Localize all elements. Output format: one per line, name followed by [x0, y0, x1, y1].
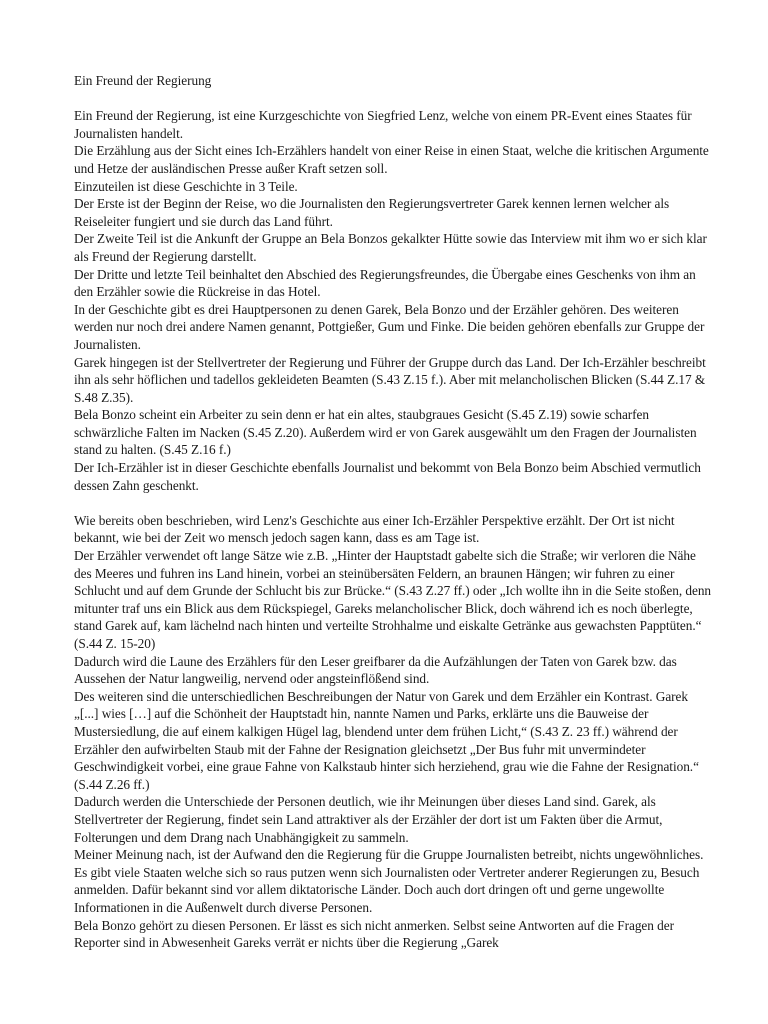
paragraph: In der Geschichte gibt es drei Hauptpersonen zu denen Garek, Bela Bonzo und der Erzähler gehören. Des weiteren werden nur noch drei andere Namen genannt, Pottgießer, Gum und Finke. Die beiden gehören ebenfalls zur Gruppe der Journalisten.	[74, 301, 705, 352]
paragraph: Ein Freund der Regierung, ist eine Kurzgeschichte von Siegfried Lenz, welche von einem PR-Event eines Staates für Journalisten handelt.	[74, 108, 692, 141]
paragraph: Dadurch wird die Laune des Erzählers für den Leser greifbarer da die Aufzählungen der Taten von Garek bzw. das Aussehen der Natur langweilig, nervend oder angsteinflößend sind.	[74, 653, 677, 687]
paragraph: Der Erzähler verwendet oft lange Sätze wie z.B. „Hinter der Hauptstadt gabelte sich die Straße; wir verloren die Nähe des Meeres und fuhren ins Land hinein, vorbei an steinübersäten Feldern, an braunen Hängen; wir fuhren zu einer Schlucht und auf dem Grunde der Schlucht bis zur Brücke.“ (S.43 Z.27 ff.) oder „Ich wollte ihn in die Seite stoßen, denn mitunter traf uns ein Blick aus dem Rückspiegel, Gareks melancholischer Blick, doch während ich es noch überlegte, stand Garek auf, kam lächelnd nach hinten und verteilte Strohhalme und eiskalte Getränke aus gewachsten Papptüten.“ (S.44 Z. 15-20)	[74, 548, 712, 651]
paragraph: Der Dritte und letzte Teil beinhaltet den Abschied des Regierungsfreundes, die Übergabe eines Geschenks von ihm an den Erzähler sowie die Rückreise in das Hotel.	[74, 266, 696, 300]
paragraph: Wie bereits oben beschrieben, wird Lenz's Geschichte aus einer Ich-Erzähler Perspektive erzählt. Der Ort ist nicht bekannt, wie bei der Zeit wo mensch jedoch sagen kann, dass es am Tage ist.	[74, 512, 675, 546]
paragraph: Bela Bonzo gehört zu diesen Personen. Er lässt es sich nicht anmerken. Selbst seine Antworten auf die Fragen der Reporter sind in Abwesenheit Gareks verrät er nichts über die Regierung „Garek	[74, 917, 674, 951]
paragraph: Der Erste ist der Beginn der Reise, wo die Journalisten den Regierungsvertreter Garek kennen lernen welcher als Reiseleiter fungiert und sie durch das Land führt.	[74, 196, 670, 229]
paragraph: Bela Bonzo scheint ein Arbeiter zu sein denn er hat ein altes, staubgraues Gesicht (S.45 Z.19) sowie scharfen schwärzliche Falten im Nacken (S.45 Z.20). Außerdem wird er von Garek ausgewählt um den Fragen der Journalisten stand zu halten. (S.45 Z.16 f.)	[74, 407, 697, 458]
document-body	[74, 107, 714, 952]
paragraph: Der Ich-Erzähler ist in dieser Geschichte ebenfalls Journalist und bekommt von Bela Bonzo beim Abschied vermutlich dessen Zahn geschenkt.	[74, 460, 701, 493]
document-title: Ein Freund der Regierung	[74, 73, 212, 88]
document-section	[74, 107, 714, 494]
paragraph: Dadurch werden die Unterschiede der Personen deutlich, wie ihr Meinungen über dieses Land sind. Garek, als Stellvertreter der Regierung, findet sein Land attraktiver als der Erzähler der dort ist um Fakten über die Armut, Folterungen und dem Drang nach Unabhängigkeit zu sammeln.	[74, 794, 663, 845]
paragraph: Meiner Meinung nach, ist der Aufwand den die Regierung für die Gruppe Journalisten betreibt, nichts ungewöhnliches. Es gibt viele Staaten welche sich so raus putzen wenn sich Journalisten oder Vertreter anderer Regierungen zu, Besuch anmelden. Dafür bekannt sind vor allem diktatorische Länder. Doch auch dort dringen oft und gerne ungewollte Informationen in die Außenwelt durch diverse Personen.	[74, 847, 704, 915]
paragraph: Die Erzählung aus der Sicht eines Ich-Erzählers handelt von einer Reise in einen Staat, welche die kritischen Argumente und Hetze der ausländischen Presse außer Kraft setzen soll.	[74, 143, 709, 176]
paragraph: Garek hingegen ist der Stellvertreter der Regierung und Führer der Gruppe durch das Land. Der Ich-Erzähler beschreibt ihn als sehr höflichen und tadellos gekleideten Beamten (S.43 Z.15 f.). Aber mit melancholischen Blicken (S.44 Z.17 & S.48 Z.35).	[74, 354, 706, 405]
paragraph: Einzuteilen ist diese Geschichte in 3 Teile.	[74, 178, 298, 194]
paragraph: Der Zweite Teil ist die Ankunft der Gruppe an Bela Bonzos gekalkter Hütte sowie das Interview mit ihm wo er sich klar als Freund der Regierung darstellt.	[74, 231, 707, 264]
paragraph: Des weiteren sind die unterschiedlichen Beschreibungen der Natur von Garek und dem Erzähler ein Kontrast. Garek „[...] wies […] auf die Schönheit der Hauptstadt hin, nannte Namen und Parks, erklärte uns die Bauweise der Mustersiedlung, die auf einem kalkigen Hügel lag, blendend unter dem frühen Licht,“ (S.43 Z. 23 ff.) während der Erzähler den aufwirbelten Staub mit der Fahne der Resignation gleichsetzt „Der Bus fuhr mit unvermindeter Geschwindigkeit vorbei, eine graue Fahne von Kalkstaub hinter sich herziehend, grau wie die Fahne der Resignation.“ (S.44 Z.26 ff.)	[74, 688, 699, 792]
document-page	[74, 72, 714, 969]
document-section	[74, 512, 714, 952]
